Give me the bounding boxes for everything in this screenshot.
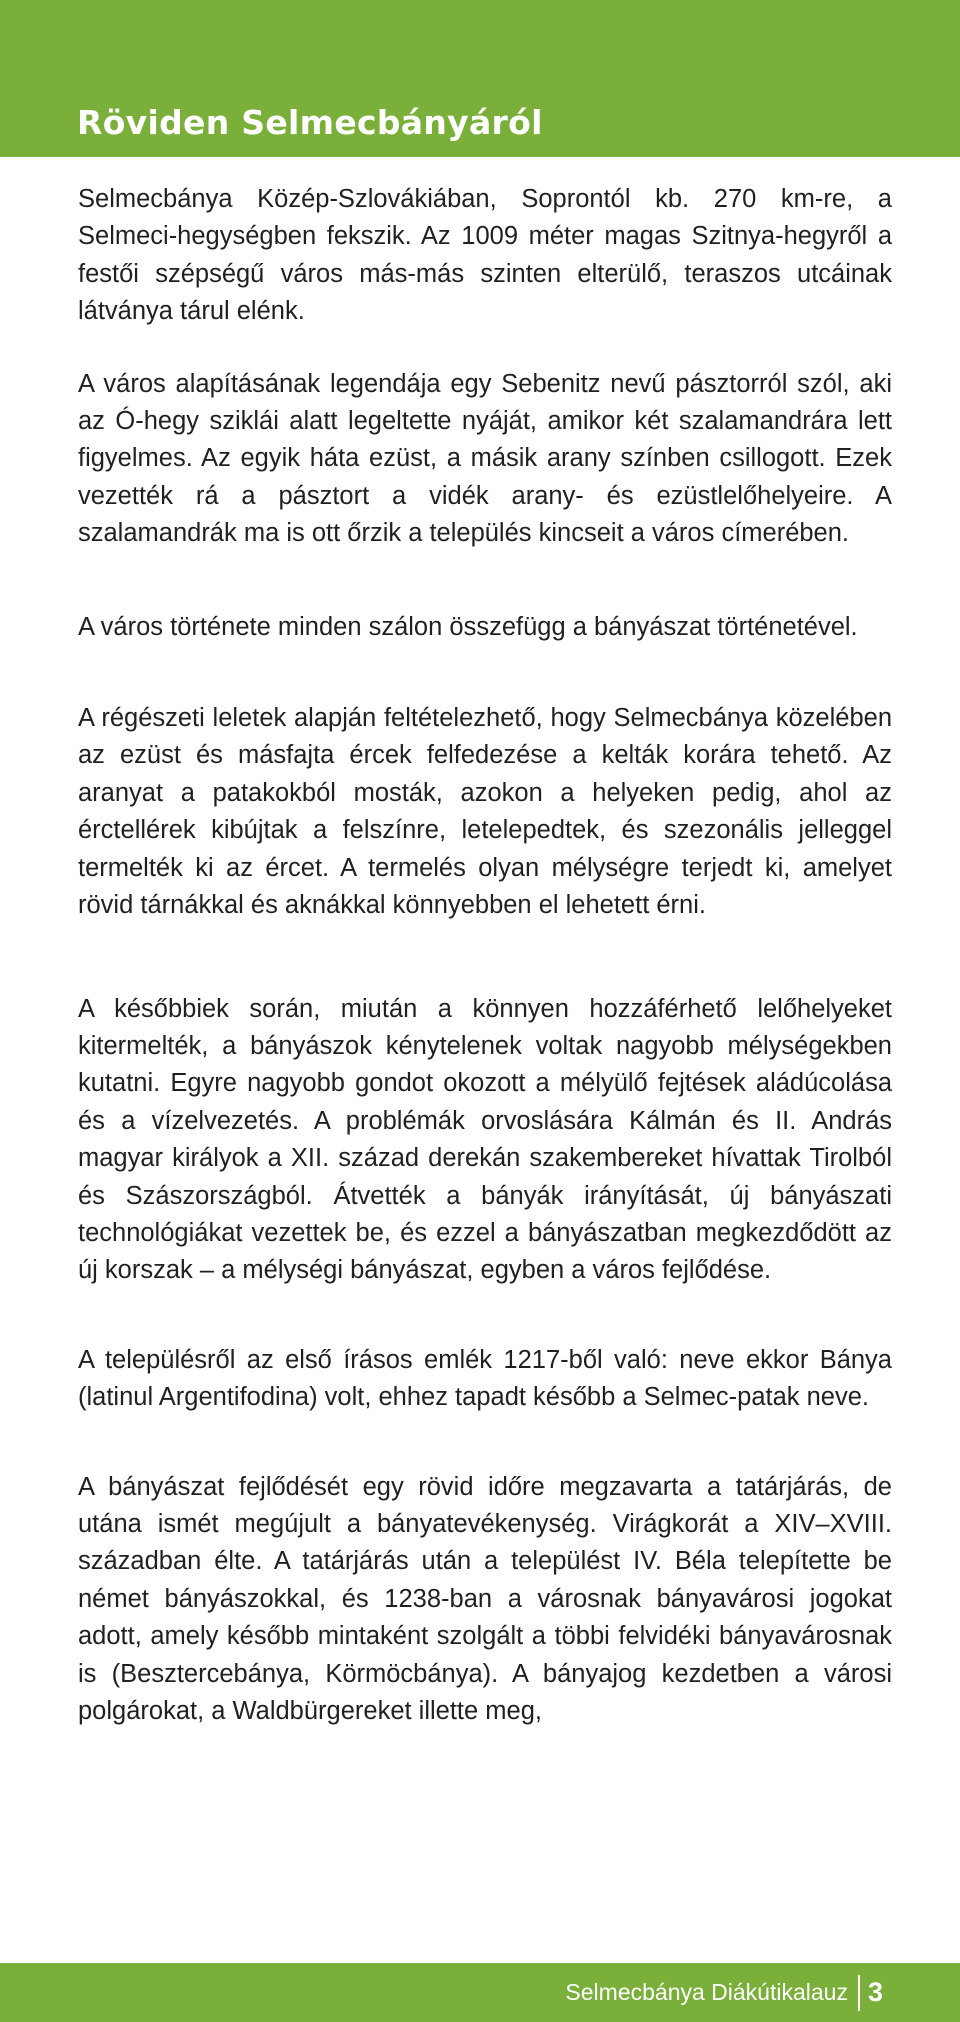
footer [565,1963,883,2022]
paragraph-legend: A város alapításának legendája egy Sebenitz nevű pásztorról szól, aki az Ó-hegy sziklái alatt legeltette nyáját, amikor két szalamandrára lett figyelmes. Az egyik háta ezüst, a másik arany színben csillogott. Ezek vezették rá a pásztort a vidék arany- és ezüstlelőhelyeire. A szalamandrák ma is ott őrzik a település kincseit a város címerében. [78,369,892,548]
article-body [78,181,892,1730]
footer-publication-title: Selmecbánya Diákútikalauz [565,1979,848,2005]
footer-divider [858,1975,860,2011]
paragraph-intro: Selmecbánya Közép-Szlovákiában, Soprontól kb. 270 km-re, a Selmeci-hegységben fekszik. Az 1009 méter magas Szitnya-hegyről a festői szépségű város más-más szinten elterülő, teraszos utcáinak látványa tárul elénk. [78,185,892,326]
paragraph-first-record: A településről az első írásos emlék 1217-ből való: neve ekkor Bánya (latinul Argentifodina) volt, ehhez tapadt később a Selmec-patak neve. [78,1345,892,1412]
page-title: Röviden Selmecbányáról [77,103,543,142]
paragraph-golden-age: A bányászat fejlődését egy rövid időre megzavarta a tatárjárás, de utána ismét megújult a bányatevékenység. Virágkorát a XIV–XVIII. században élte. A tatárjárás után a települést IV. Béla telepítette be német bányászokkal, és 1238-ban a városnak bányavárosi jogokat adott, amely később mintaként szolgált a többi felvidéki bányavárosnak is (Besztercebánya, Körmöcbánya). A bányajog kezdetben a városi polgárokat, a Waldbürgereket illette meg, [78,1472,892,1725]
paragraph-archaeology: A régészeti leletek alapján feltételezhető, hogy Selmecbánya közelében az ezüst és másfajta ércek felfedezése a kelták korára tehető. Az aranyat a patakokból mosták, azokon a helyeken pedig, ahol az érctellérek kibújtak a felszínre, letelepedtek, és szezonális jelleggel termelték ki az ércet. A termelés olyan mélységre terjedt ki, amelyet rövid tárnákkal és aknákkal könnyebben el lehetett érni. [78,704,892,920]
paragraph-deep-mining: A későbbiek során, miután a könnyen hozzáférhető lelőhelyeket kitermelték, a bányászok kénytelenek voltak nagyobb mélységekben kutatni. Egyre nagyobb gondot okozott a mélyülő fejtések aládúcolása és a vízelvezetés. A problémák orvoslására Kálmán és II. András magyar királyok a XII. század derekán szakembereket hívattak Tirolból és Szászországból. Átvették a bányák irányítását, új bányászati technológiákat vezettek be, és ezzel a bányászatban megkezdődött az új korszak – a mélységi bányászat, egyben a város fejlődése. [78,994,892,1285]
paragraph-history-mining: A város története minden szálon összefügg a bányászat történetével. [78,612,858,641]
page-number: 3 [867,1977,883,2007]
